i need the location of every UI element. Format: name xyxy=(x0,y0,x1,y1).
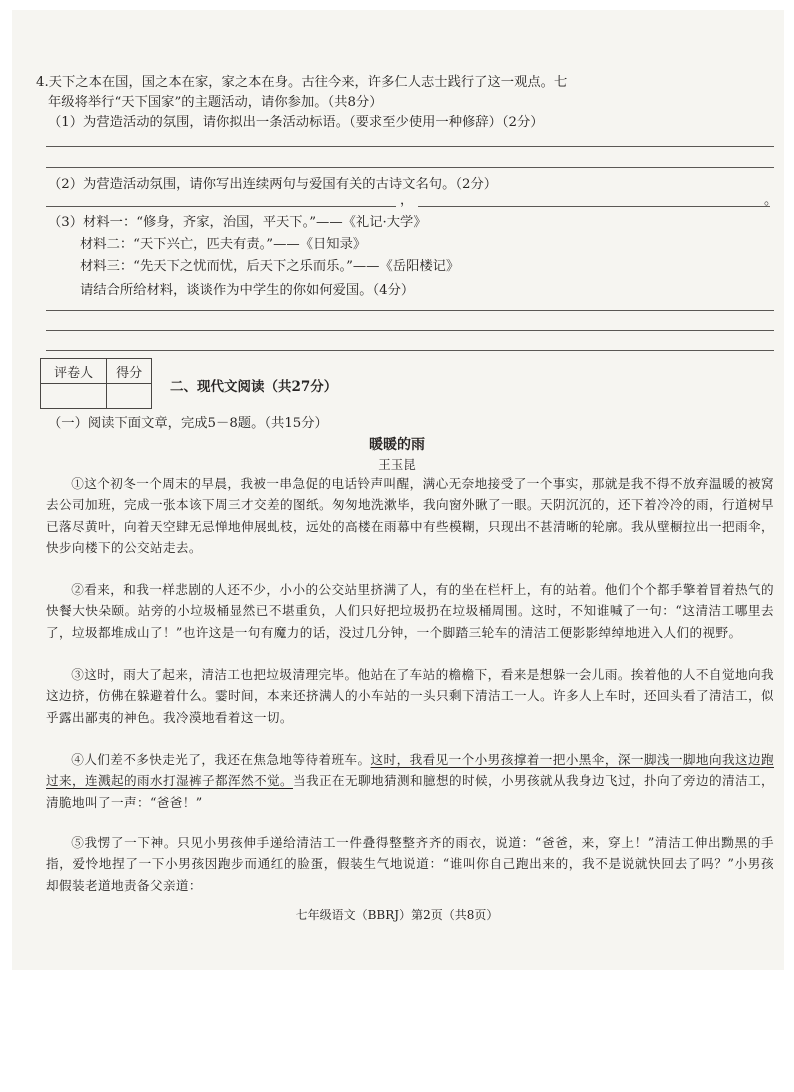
part1-instruction: （一）阅读下面文章，完成5－8题。（共15分） xyxy=(48,416,328,431)
underlined-sentence: 这时，我看见一个小男孩撑着一把小黑伞，深一脚浅一脚地向我这边跑过来，连溅起的雨水打湿裤子都浑然不觉。 xyxy=(46,752,774,789)
answer-line xyxy=(418,206,770,207)
paragraph-text: ③这时，雨大了起来，清洁工也把垃圾清理完毕。他站在了车站的檐檐下，看来是想躲一会儿雨。挨着他的人不自觉地向我这边挤，仿佛在躲避着什么。霎时间，本来还挤满人的小车站的一头只剩下清洁工一人。许多人上车时，还回头看了清洁工，似乎露出鄙夷的神色。我冷漠地看着这一切。 xyxy=(46,667,774,725)
answer-line xyxy=(46,330,774,331)
section2-heading: 二、现代文阅读（共27分） xyxy=(170,379,338,395)
paragraph-1 xyxy=(46,473,774,558)
answer-line xyxy=(46,146,774,147)
grading-box xyxy=(40,358,152,409)
article-title: 暖暖的雨 xyxy=(369,437,425,453)
grader-label: 评卷人 xyxy=(41,359,107,384)
paragraph-text-plain: ④人们差不多快走光了，我还在焦急地等待着班车。 xyxy=(71,752,371,767)
page-footer: 七年级语文（BBRJ）第2页（共8页） xyxy=(295,908,499,922)
question4-sub2: （2）为营造活动氛围，请你写出连续两句与爱国有关的古诗文名句。（2分） xyxy=(48,177,498,192)
comma-mark: ， xyxy=(400,193,414,208)
grader-cell xyxy=(41,384,107,409)
answer-line xyxy=(46,206,396,207)
score-cell xyxy=(107,384,152,409)
paragraph-text: ②看来，和我一样悲剧的人还不少，小小的公交站里挤满了人，有的坐在栏杆上，有的站着。他们个个都手擎着冒着热气的快餐大快朵颐。站旁的小垃圾桶显然已不堪重负，人们只好把垃圾扔在垃圾桶周围。这时，不知谁喊了一句：“这清洁工哪里去了，垃圾都堆成山了！”也许这是一句有魔力的话，没过几分钟，一个脚踏三轮车的清洁工便影影绰绰地进入人们的视野。 xyxy=(46,582,774,640)
period-mark: 。 xyxy=(764,193,778,208)
paragraph-text xyxy=(46,749,774,813)
paragraph-text: ⑤我愣了一下神。只见小男孩伸手递给清洁工一件叠得整整齐齐的雨衣，说道：“爸爸，来，穿上！”清洁工伸出黝黑的手指，爱怜地捏了一下小男孩因跑步而通红的脸蛋，假装生气地说道：“谁叫你自己跑出来的，我不是说就快回去了吗？”小男孩却假装老道地责备父亲道： xyxy=(46,835,774,893)
score-label: 得分 xyxy=(107,359,152,384)
answer-line xyxy=(46,350,774,351)
paragraph-text: ①这个初冬一个周末的早晨，我被一串急促的电话铃声叫醒，满心无奈地接受了一个事实，那就是我不得不放弃温暖的被窝去公司加班，完成一张本该下周三才交差的图纸。匆匆地洗漱毕，我向窗外瞅了一眼。天阴沉沉的，还下着冷冷的雨，行道树早已落尽黄叶，向着天空肆无忌惮地伸展虬枝，远处的高楼在雨幕中有些模糊，只现出不甚清晰的轮廓。我从壁橱拉出一把雨伞，快步向楼下的公交站走去。 xyxy=(46,476,774,555)
question4-stem-line1: 4.天下之本在国，国之本在家，家之本在身。古往今来，许多仁人志士践行了这一观点。七 xyxy=(36,75,568,90)
answer-line xyxy=(46,167,774,168)
question4-sub1: （1）为营造活动的氛围，请你拟出一条活动标语。（要求至少使用一种修辞）（2分） xyxy=(48,115,544,130)
question4-prompt: 请结合所给材料，谈谈作为中学生的你如何爱国。（4分） xyxy=(80,283,415,298)
question4-material3: 材料三：“先天下之忧而忧，后天下之乐而乐。”——《岳阳楼记》 xyxy=(80,259,460,274)
paragraph-text-plain: 当我正在无聊地猜测和臆想的时候，小男孩就从我身边飞过，扑向了旁边的清洁工，清脆地叫了一声：“爸爸！” xyxy=(46,773,774,810)
paragraph-4 xyxy=(46,749,774,813)
question4-stem-line2: 年级将举行“天下国家”的主题活动，请你参加。（共8分） xyxy=(48,95,383,110)
question4-material1: （3）材料一：“修身，齐家，治国，平天下。”——《礼记·大学》 xyxy=(48,215,427,230)
paragraph-2 xyxy=(46,579,774,643)
question4-material2: 材料二：“天下兴亡，匹夫有责。”——《日知录》 xyxy=(80,237,367,252)
paragraph-5 xyxy=(46,832,774,896)
paragraph-3 xyxy=(46,664,774,728)
article-author: 王玉昆 xyxy=(378,457,416,472)
answer-line xyxy=(46,310,774,311)
